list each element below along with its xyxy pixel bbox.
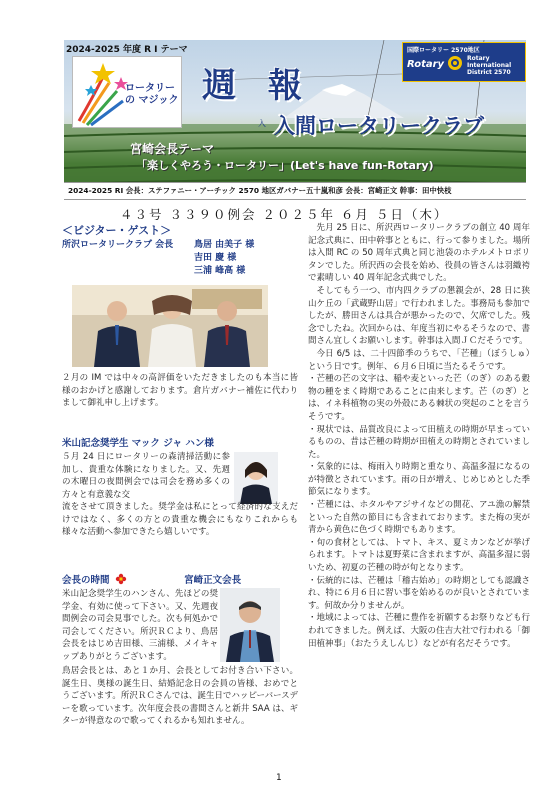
guest-names: 鳥居 由美子 様 (194, 240, 255, 250)
district-line: International (467, 62, 512, 69)
guest-names: 吉田 慶 様 (194, 253, 237, 263)
club-name: 入間ロータリークラブ (274, 114, 484, 138)
guest-heading: ＜ビジター・ゲスト＞ (62, 224, 172, 237)
bullet-paragraph: ・地域によっては、芒種に豊作を祈願するお祭りなども行われてきました。例えば、大阪の住吉大社で行われる「御田植神事」（おたうえしんじ）などが有名だそうです。 (308, 613, 530, 649)
paragraph: 今日 6/5 は、二十四節季のうちで、「芒種」（ぼうしゅ）という日です。例年、６月６日頃に当たるそうです。 (308, 348, 530, 372)
rotary-wheel-icon (447, 55, 463, 71)
bullet-paragraph: ・伝統的には、芒種は「稽古始め」の時期としても認識され、特に６月６日に習い事を始めるのが良いとされています。何故か分りませんが。 (308, 575, 530, 611)
newsletter-banner (64, 40, 526, 198)
scholar-message: ５月 24 日にロータリーの森清掃活動に参加し、貴重な体験になりました。又、先週の木曜日の夜間例会では司会を務め多くの方々と有意義な交 (62, 452, 230, 500)
guest-group-photo (72, 285, 268, 367)
guest-club: 所沢ロータリークラブ 会長 (62, 240, 174, 250)
rotary-magic-logo (72, 56, 182, 128)
ri-theme-tag: 2024-2025 年度 R I テーマ (66, 45, 188, 55)
logo-text: ロータリーの マジック (125, 83, 179, 106)
guest-list (62, 237, 312, 276)
club-name-lead: 入 (258, 119, 266, 128)
officers-text: 2024-2025 RI 会長：ステファニー・アーチック 2570 地区ガバナー五十嵐和彦 会長：宮崎正文 幹事：田中快枝 (68, 186, 452, 195)
paragraph: そしてもう一つ、市内四クラブの懇親会が、28 日に狭山ケ丘の「武蔵野山居」で行われました。事務局も参加でしたが、勝田さんは具合が悪かったので、欠席でした。残念でしたね。次回からは、年度当初にやるそうなので、書間さん宜しくお願いします。幹事は入間ＪＣだそうです。 (308, 285, 530, 347)
president-heading-name: 宮崎正文会長 (184, 575, 242, 586)
president-message-cont: 鳥居会長とは、あと１か月、会長としてお付き合い下さい。誕生日、奥様の誕生日、結婚記念日の会員の皆様、おめでとうございます。所沢ＲＣさんでは、誕生日でハッピーバースデーを歌っています。次年度会長の書間さんと新井 SAA は、ギターが得意なので歌ってくれるかも知れません。 (62, 666, 298, 727)
scholar-heading: 米山記念奨学生 マック ジャ ハン様 (62, 438, 214, 449)
guest-line (62, 250, 312, 263)
bullet-paragraph: ・旬の食材としては、トマト、キス、夏ミカンなどが挙げられます。トマトは夏野菜に含まれますが、高温多湿に弱いため、初夏の芒種の時が旬となります。 (308, 537, 530, 574)
guest-names: 三浦 峰高 様 (194, 266, 246, 276)
bullet-paragraph: ・気象的には、梅雨入り時期と重なり、高温多湿になるのが特徴とされています。雨の日が増え、じめじめとした季節気になります。 (308, 462, 530, 498)
guest-line (62, 237, 312, 250)
president-message: 米山記念奨学生のハンさん、先ほどの奨学金、有効に使って下さい。又、先週夜間例会の司会見事でした。次も何処かで司会してください。所沢ＲＣより、鳥居会長をはじめ吉田様、三浦様、メイキャップありがとうございます。 (62, 589, 218, 662)
page-number: 1 (276, 773, 282, 783)
bullet-paragraph: ・現状では、品質改良によって田植えの時期が早まっているものの、昔は芒種の時期が田植えの時期とされていました。 (308, 424, 530, 460)
scholar-portrait (234, 452, 278, 504)
officers-bar (64, 182, 526, 200)
district-line: Rotary (467, 55, 490, 62)
district-line: District 2570 (467, 69, 511, 76)
paragraph: 先月 25 日に、所沢西ロータリークラブの創立 40 周年記念式典に、田中幹事とともに、行って参りました。場所は入間 RC の 50 周年式典と同じ池袋のホテルメトロポリタンでした。所沢西の会長を始め、役員の皆さんは羽織袴で素晴しい 40 周年記念式典でした。 (308, 223, 530, 284)
rotary-district-badge (402, 42, 526, 82)
president-theme-phrase: 「楽しくやろう・ロータリー」(Let's have fun-Rotary) (136, 159, 434, 172)
bullet-paragraph: ・芒種の芒の文字は、稲や麦といった芒（のぎ）のある穀物の種をまく時期であることに由来します。芒（のぎ）とは、イネ科植物の実の外殻にある棘状の突起のことを言うそうです。 (308, 374, 530, 422)
flower-icon (115, 573, 127, 585)
right-column-text (308, 222, 530, 650)
guest-message: ２月の IM では中々の高評価をいただきましたのも本当に皆様のおかげと感謝しております。倉片ガバナー補佐に代わりまして御礼申し上げます。 (62, 373, 298, 409)
president-heading (62, 572, 312, 586)
scholar-message-cont: 流をさせて頂きました。奨学金は私にとって経済的な支えだけではなく、多くの方との貴重な機会にもなりこれからも様々な活動へ参加できたら嬉しいです。 (62, 502, 298, 538)
bullet-paragraph: ・芒種には、ホタルやアジサイなどの開花、アユ漁の解禁といった自然の節目にも含まれております。また梅の実が青から黄色に色づく時期でもあります。 (308, 500, 530, 536)
issue-line: ４３号 ３３９０例会 ２０２５年 ６月 ５日（木） (120, 207, 449, 222)
weekly-title: 週 報 (202, 66, 312, 106)
district-lines (467, 55, 511, 76)
guest-line (62, 263, 312, 276)
district-label: 国際ロータリー 2570地区 (407, 47, 480, 54)
president-theme-title: 宮崎会長テーマ (130, 142, 215, 156)
president-heading-label: 会長の時間 (62, 575, 110, 586)
rotary-wordmark: Rotary (407, 59, 445, 70)
president-portrait (220, 588, 280, 662)
